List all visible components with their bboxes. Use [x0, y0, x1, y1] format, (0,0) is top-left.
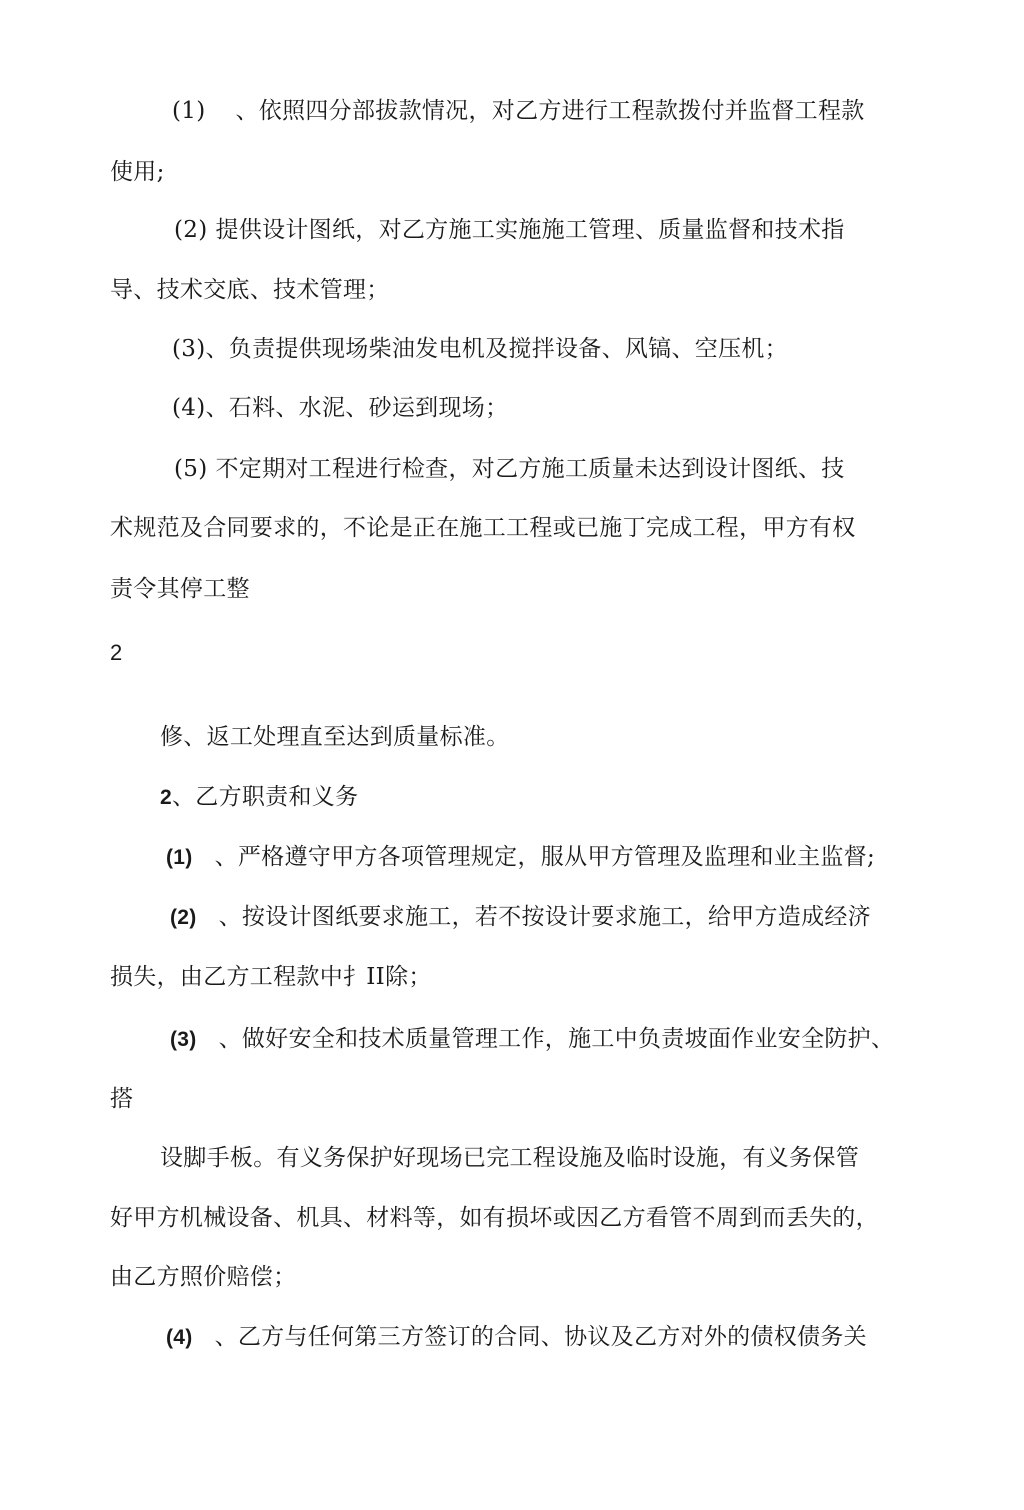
item-b4	[166, 1322, 867, 1353]
item-a3	[172, 334, 788, 364]
item-b4-number: (4)	[166, 1326, 193, 1349]
item-a3-text: 、负责提供现场柴油发电机及搅拌设备、风镐、空压机；	[205, 336, 788, 362]
paragraph-line-1: 设脚手板。有义务保护好现场已完工程设施及临时设施，有义务保管	[160, 1145, 859, 1171]
item-b1-number: (1)	[166, 846, 193, 869]
section-b-heading-number: 2	[160, 786, 172, 809]
item-b2-continuation: 损失，由乙方工程款中扌II除；	[110, 964, 432, 990]
item-a3-number: (3)	[172, 336, 206, 362]
item-b4-text: 、乙方与任何第三方签订的合同、协议及乙方对外的债权债务关	[214, 1324, 867, 1350]
continuation-text: 修、返工处理直至达到质量标准。	[160, 724, 510, 750]
item-b1-text: 、严格遵守甲方各项管理规定，服从甲方管理及监理和业主监督;	[214, 844, 876, 870]
item-a5-continuation: 术规范及合同要求的，不论是正在施工工程或已施丁完成工程，甲方有权	[110, 515, 856, 541]
paragraph-line-2: 好甲方机械设备、机具、材料等，如有损坏或因乙方看管不周到而丢失的，	[110, 1205, 879, 1231]
item-a1-number: (1)	[172, 98, 206, 124]
item-a5	[174, 454, 845, 484]
section-b-heading-text: 、乙方职责和义务	[171, 784, 359, 810]
paragraph-line-3: 由乙方照价赔偿；	[110, 1264, 297, 1290]
item-a4	[172, 393, 508, 423]
item-a2-text: 提供设计图纸，对乙方施工实施施工管理、质量监督和技术指	[215, 217, 845, 243]
item-a1-text: 、依照四分部拔款情况，对乙方进行工程款拨付并监督工程款	[235, 98, 865, 124]
item-a2-continuation: 导、技术交底、技术管理；	[110, 277, 390, 303]
item-b2-number: (2)	[170, 906, 197, 929]
item-b2	[170, 902, 871, 933]
item-b2-text: 、按设计图纸要求施工，若不按设计要求施工，给甲方造成经济	[218, 904, 871, 930]
item-a2-number: (2)	[174, 217, 208, 243]
page-number: 2	[110, 640, 123, 665]
item-a1	[172, 96, 865, 126]
section-b-heading	[160, 782, 358, 813]
item-a5-text: 不定期对工程进行检查，对乙方施工质量未达到设计图纸、技	[215, 456, 845, 482]
item-a2	[174, 215, 845, 245]
item-b3-number: (3)	[170, 1028, 197, 1051]
item-b3-continuation: 搭	[110, 1086, 134, 1112]
item-a4-number: (4)	[172, 395, 206, 421]
item-a1-continuation: 使用;	[110, 159, 165, 185]
item-a4-text: 、石料、水泥、砂运到现场；	[205, 395, 509, 421]
item-b3-text: 、做好安全和技术质量管理工作，施工中负责坡面作业安全防护、	[218, 1026, 895, 1052]
item-b1	[166, 842, 875, 873]
item-b3	[170, 1024, 894, 1055]
item-a5-number: (5)	[174, 456, 208, 482]
item-a5-continuation-2: 责令其停工整	[110, 576, 250, 602]
